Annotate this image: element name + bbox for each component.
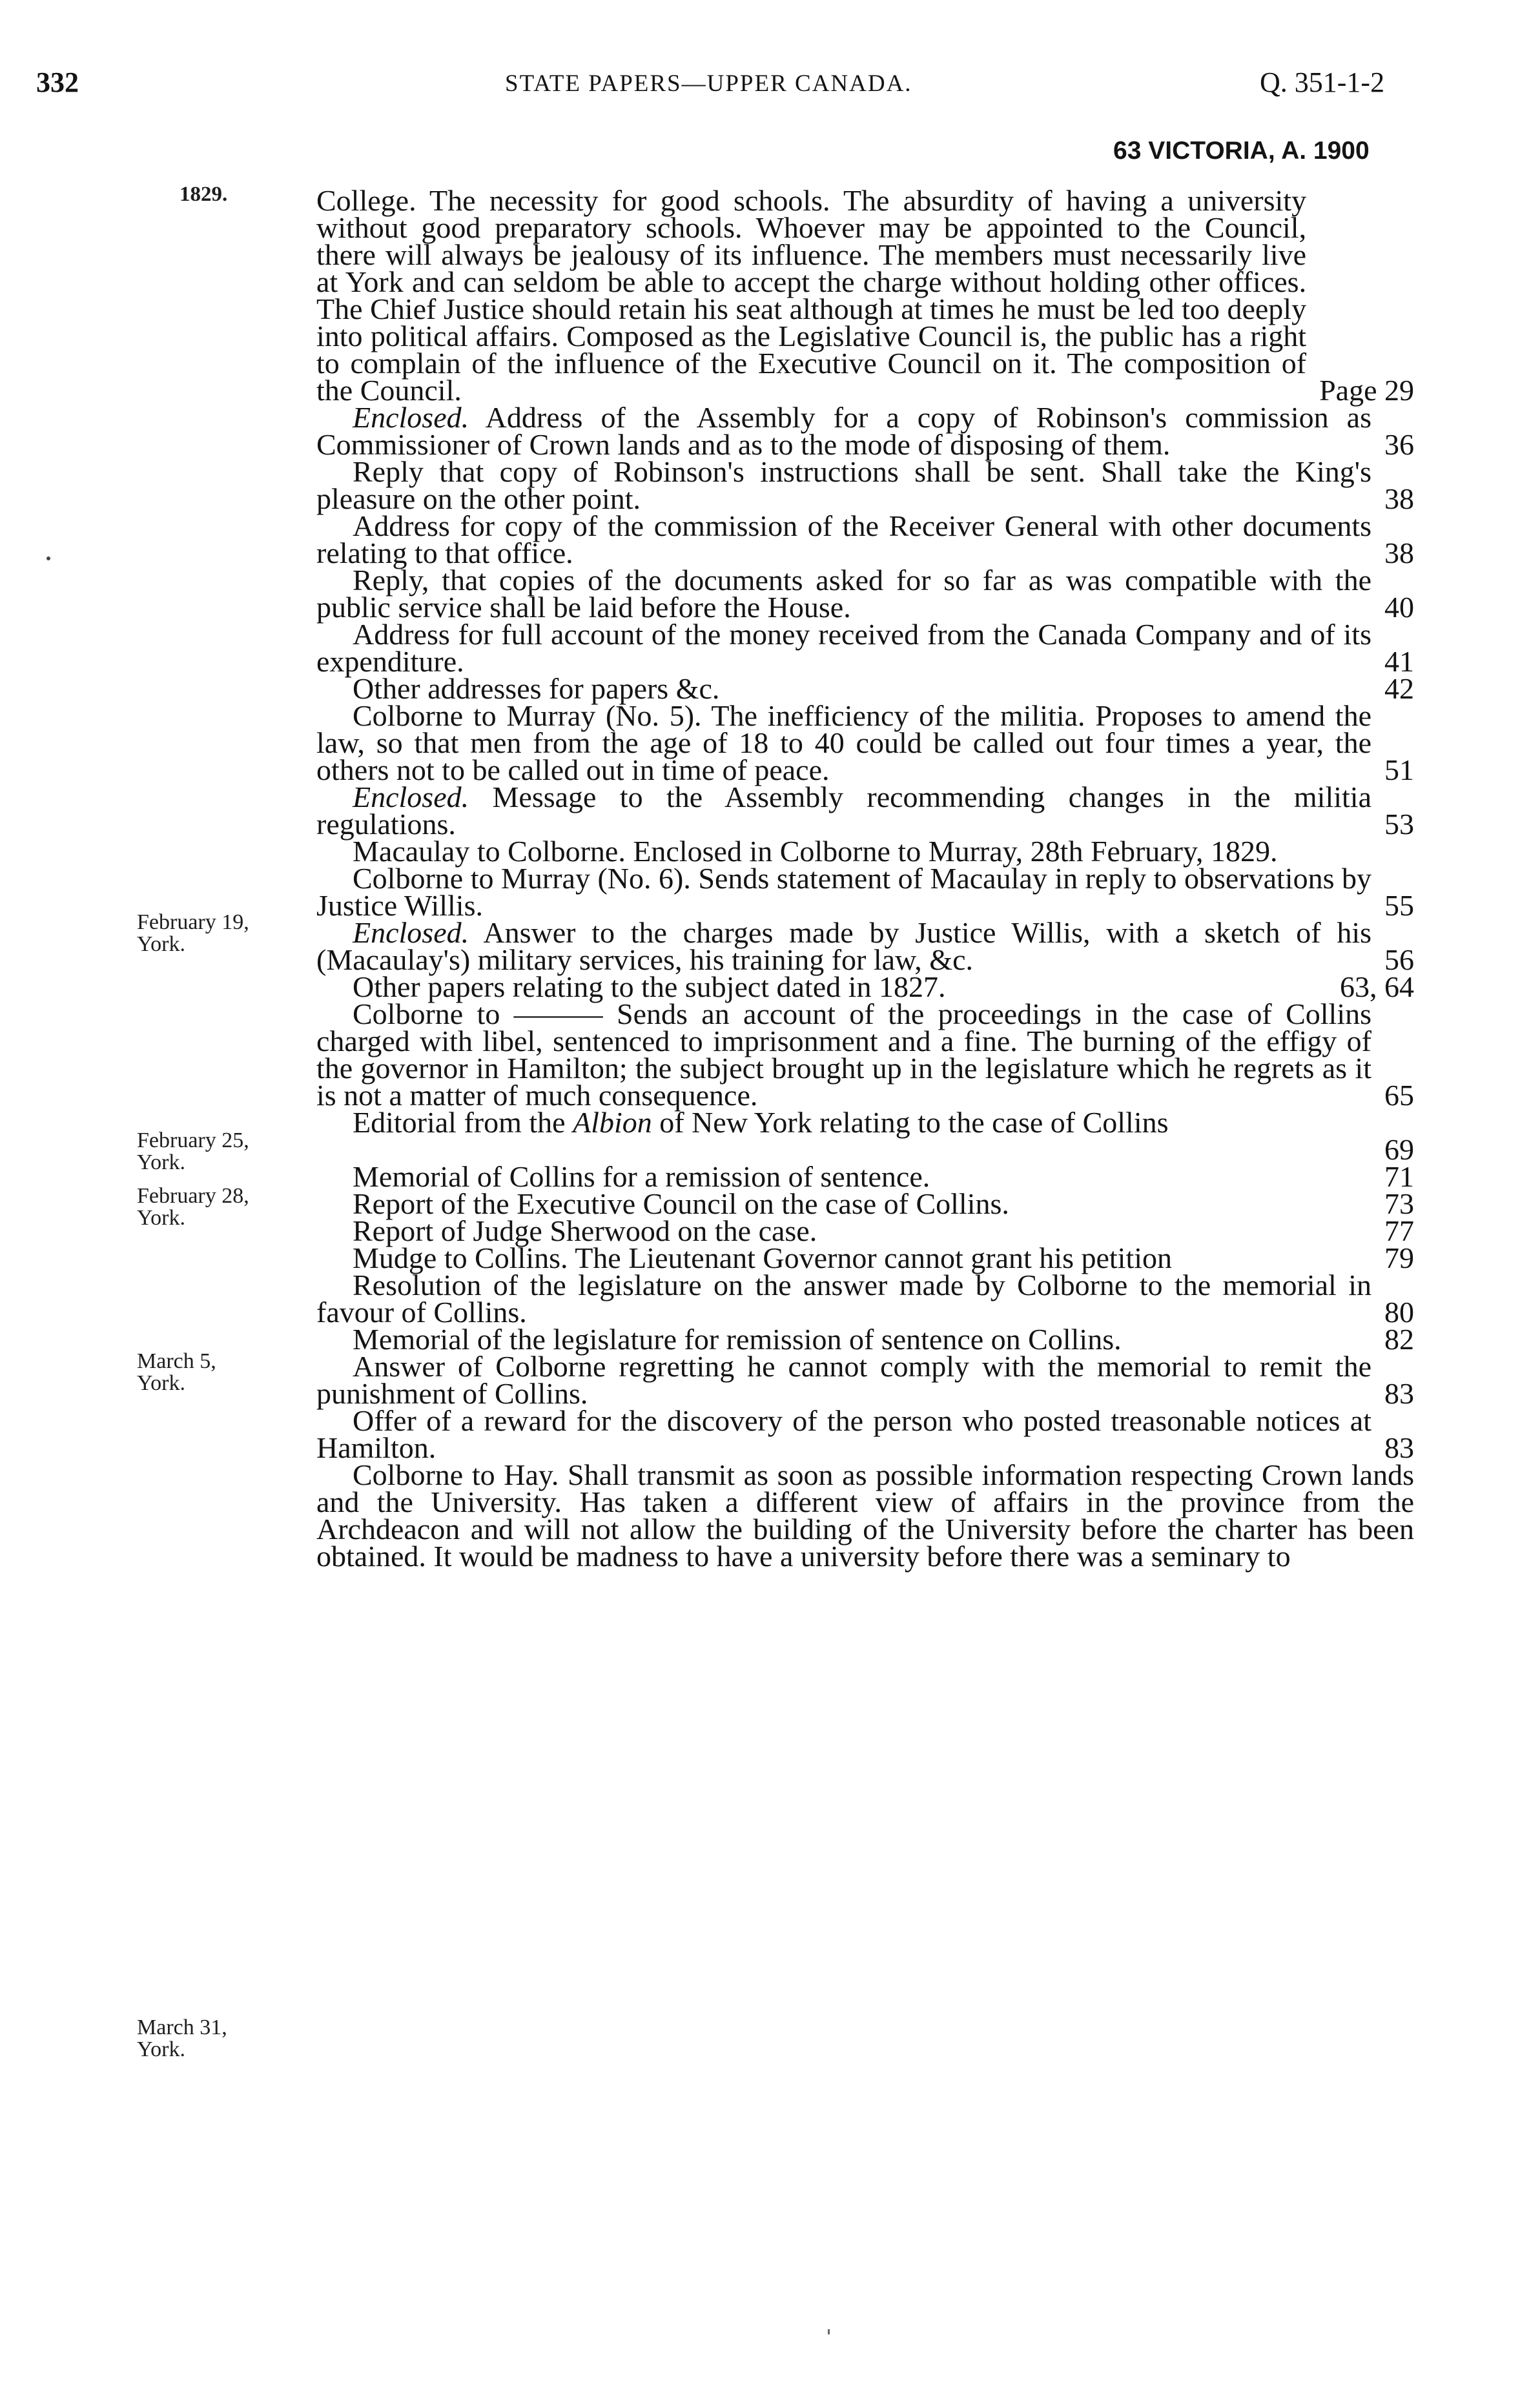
running-title: STATE PAPERS—UPPER CANADA. bbox=[505, 70, 912, 97]
entry-text: Answer of Colborne regretting he cannot comply with the memorial to remit the punishment of Collins. bbox=[316, 1350, 1371, 1410]
document-body bbox=[316, 184, 1414, 1573]
entry-other-addresses bbox=[316, 672, 1414, 705]
page-ref: 69 bbox=[1384, 1133, 1414, 1166]
entry-text: Other addresses for papers &c. bbox=[353, 672, 720, 705]
entry-text: Address for copy of the commission of the Receiver General with other documents relating to that office. bbox=[316, 509, 1371, 569]
page-ref: 40 bbox=[1384, 591, 1414, 624]
entry-answer-charges bbox=[316, 916, 1414, 976]
entry-editorial-albion bbox=[316, 1106, 1414, 1166]
newspaper-title: Albion bbox=[573, 1106, 652, 1139]
page-ref: Page 29 bbox=[1319, 374, 1414, 407]
entry-text: Colborne to ——— Sends an account of the proceedings in the case of Collins charged with libel, sentenced to imprisonment and a fine. The burning of the effigy of the governor in Hamilton; the subject brought up in the legislature which he regrets as it is not a matter of much consequence. bbox=[316, 997, 1371, 1112]
entry-text: Reply that copy of Robinson's instructions shall be sent. Shall take the King's pleasure on the other point. bbox=[316, 455, 1371, 515]
page-ref: 65 bbox=[1384, 1079, 1414, 1112]
page-ref: 36 bbox=[1384, 428, 1414, 461]
entry-text-before: Editorial from the bbox=[353, 1106, 566, 1139]
entry-body: Message to the Assembly recommending changes in the militia regulations. bbox=[316, 781, 1371, 841]
entry-address-canada-company bbox=[316, 618, 1414, 678]
entry-text bbox=[316, 916, 1372, 976]
page-ref: 38 bbox=[1384, 536, 1414, 569]
entry-text: Colborne to Hay. Shall transmit as soon as possible information respecting Crown lands and the University. Has taken a different view of affairs in the province from the Archdeacon and will not allow the building of the University before the charter has been obtained. It would be madness to have a university before there was a seminary to bbox=[316, 1458, 1414, 1573]
entry-message-militia bbox=[316, 781, 1414, 841]
enclosed-label: Enclosed. bbox=[353, 781, 469, 813]
entry-offer-reward bbox=[316, 1404, 1414, 1464]
page-ref: 51 bbox=[1384, 753, 1414, 786]
scan-mark bbox=[828, 2329, 830, 2334]
page-ref: 63, 64 bbox=[1340, 970, 1414, 1003]
page-ref: 80 bbox=[1384, 1296, 1414, 1329]
entry-mudge-collins bbox=[316, 1241, 1414, 1274]
entry-college bbox=[316, 184, 1414, 407]
entry-text: Address for full account of the money received from the Canada Company and of its expenditure. bbox=[316, 618, 1371, 678]
entry-text: Offer of a reward for the discovery of the person who posted treasonable notices at Hamilton. bbox=[316, 1404, 1371, 1464]
entry-text: Other papers relating to the subject dated in 1827. bbox=[353, 970, 946, 1003]
page-ref: 55 bbox=[1384, 889, 1414, 922]
margin-date-mar5: March 5, York. bbox=[137, 1349, 216, 1395]
entry-colborne-hay bbox=[316, 1458, 1414, 1573]
entry-memorial-collins bbox=[316, 1160, 1414, 1193]
margin-date-feb28: February 28, York. bbox=[137, 1184, 249, 1230]
entry-macaulay-colborne bbox=[316, 835, 1414, 868]
entry-memorial-legislature bbox=[316, 1323, 1414, 1356]
entry-text: College. The necessity for good schools. The absurdity of having a university without good preparatory schools. Whoever may be appointed to the Council, there will always be jealousy of its influence. The members must necessarily live at York and can seldom be able to accept the charge without holding other offices. The Chief Justice should retain his seat although at times he must be led too deeply into political affairs. Composed as the Legislative Council is, the public has a right to complain of the influence of the Executive Council on it. The composition of the Council. bbox=[316, 184, 1307, 407]
entry-text bbox=[316, 401, 1371, 461]
entry-reply-receiver bbox=[316, 564, 1414, 624]
page-ref: 56 bbox=[1384, 943, 1414, 976]
entry-colborne-murray-6 bbox=[316, 862, 1414, 922]
scan-speck bbox=[46, 556, 50, 560]
entry-body: Answer to the charges made by Justice Willis, with a sketch of his (Macaulay's) military services, his training for law, &c. bbox=[316, 916, 1372, 976]
entry-address-robinson bbox=[316, 401, 1414, 461]
entry-resolution-legislature bbox=[316, 1269, 1414, 1329]
entry-address-receiver bbox=[316, 509, 1414, 569]
page-ref: 82 bbox=[1384, 1323, 1414, 1356]
entry-other-papers-1827 bbox=[316, 970, 1414, 1003]
entry-report-sherwood bbox=[316, 1214, 1414, 1247]
entry-body: Address of the Assembly for a copy of Robinson's commission as Commissioner of Crown lands and as to the mode of disposing of them. bbox=[316, 401, 1371, 461]
entry-text bbox=[316, 781, 1371, 841]
page-number: 332 bbox=[36, 66, 79, 98]
entry-colborne-collins bbox=[316, 997, 1414, 1112]
page-ref: 38 bbox=[1384, 482, 1414, 515]
page-ref: 83 bbox=[1384, 1431, 1414, 1464]
entry-text: Memorial of Collins for a remission of sentence. bbox=[353, 1160, 930, 1193]
enclosed-label: Enclosed. bbox=[353, 401, 469, 434]
entry-text-after: of New York relating to the case of Collins bbox=[659, 1106, 1169, 1139]
entry-text: Resolution of the legislature on the answer made by Colborne to the memorial in favour of Collins. bbox=[316, 1269, 1371, 1329]
enclosed-label: Enclosed. bbox=[353, 916, 469, 949]
margin-date-feb19: February 19, York. bbox=[137, 910, 249, 956]
page-ref: 42 bbox=[1384, 672, 1414, 705]
entry-text: Reply, that copies of the documents asked for so far as was compatible with the public service shall be laid before the House. bbox=[316, 564, 1371, 624]
entry-text: Colborne to Murray (No. 5). The inefficiency of the militia. Proposes to amend the law, so that men from the age of 18 to 40 could be called out four times a year, the others not to be called out in time of peace. bbox=[316, 699, 1371, 786]
margin-date-mar31: March 31, York. bbox=[137, 2015, 227, 2061]
entry-text: Report of Judge Sherwood on the case. bbox=[353, 1214, 817, 1247]
entry-text: Colborne to Murray (No. 6). Sends statement of Macaulay in reply to observations by Justice Willis. bbox=[316, 862, 1371, 922]
margin-year: 1829. bbox=[180, 183, 228, 206]
entry-text: Mudge to Collins. The Lieutenant Governor cannot grant his petition bbox=[353, 1241, 1173, 1274]
entry-answer-colborne bbox=[316, 1350, 1414, 1410]
page-ref: 77 bbox=[1384, 1214, 1414, 1247]
entry-text: Report of the Executive Council on the case of Collins. bbox=[353, 1187, 1009, 1220]
entry-reply-robinson bbox=[316, 455, 1414, 515]
entry-report-exec-council bbox=[316, 1187, 1414, 1220]
entry-text: Memorial of the legislature for remission of sentence on Collins. bbox=[353, 1323, 1122, 1356]
reference-code: Q. 351-1-2 bbox=[1260, 66, 1385, 98]
session-label: 63 VICTORIA, A. 1900 bbox=[1113, 137, 1370, 165]
page-ref: 41 bbox=[1384, 645, 1414, 678]
entry-text: Macaulay to Colborne. Enclosed in Colborne to Murray, 28th February, 1829. bbox=[353, 835, 1278, 868]
margin-date-feb25: February 25, York. bbox=[137, 1128, 249, 1174]
page-ref: 53 bbox=[1384, 808, 1414, 841]
page-ref: 83 bbox=[1384, 1377, 1414, 1410]
page-ref: 79 bbox=[1384, 1241, 1414, 1274]
entry-colborne-murray-5 bbox=[316, 699, 1414, 786]
page-ref: 71 bbox=[1384, 1160, 1414, 1193]
page-ref: 73 bbox=[1384, 1187, 1414, 1220]
